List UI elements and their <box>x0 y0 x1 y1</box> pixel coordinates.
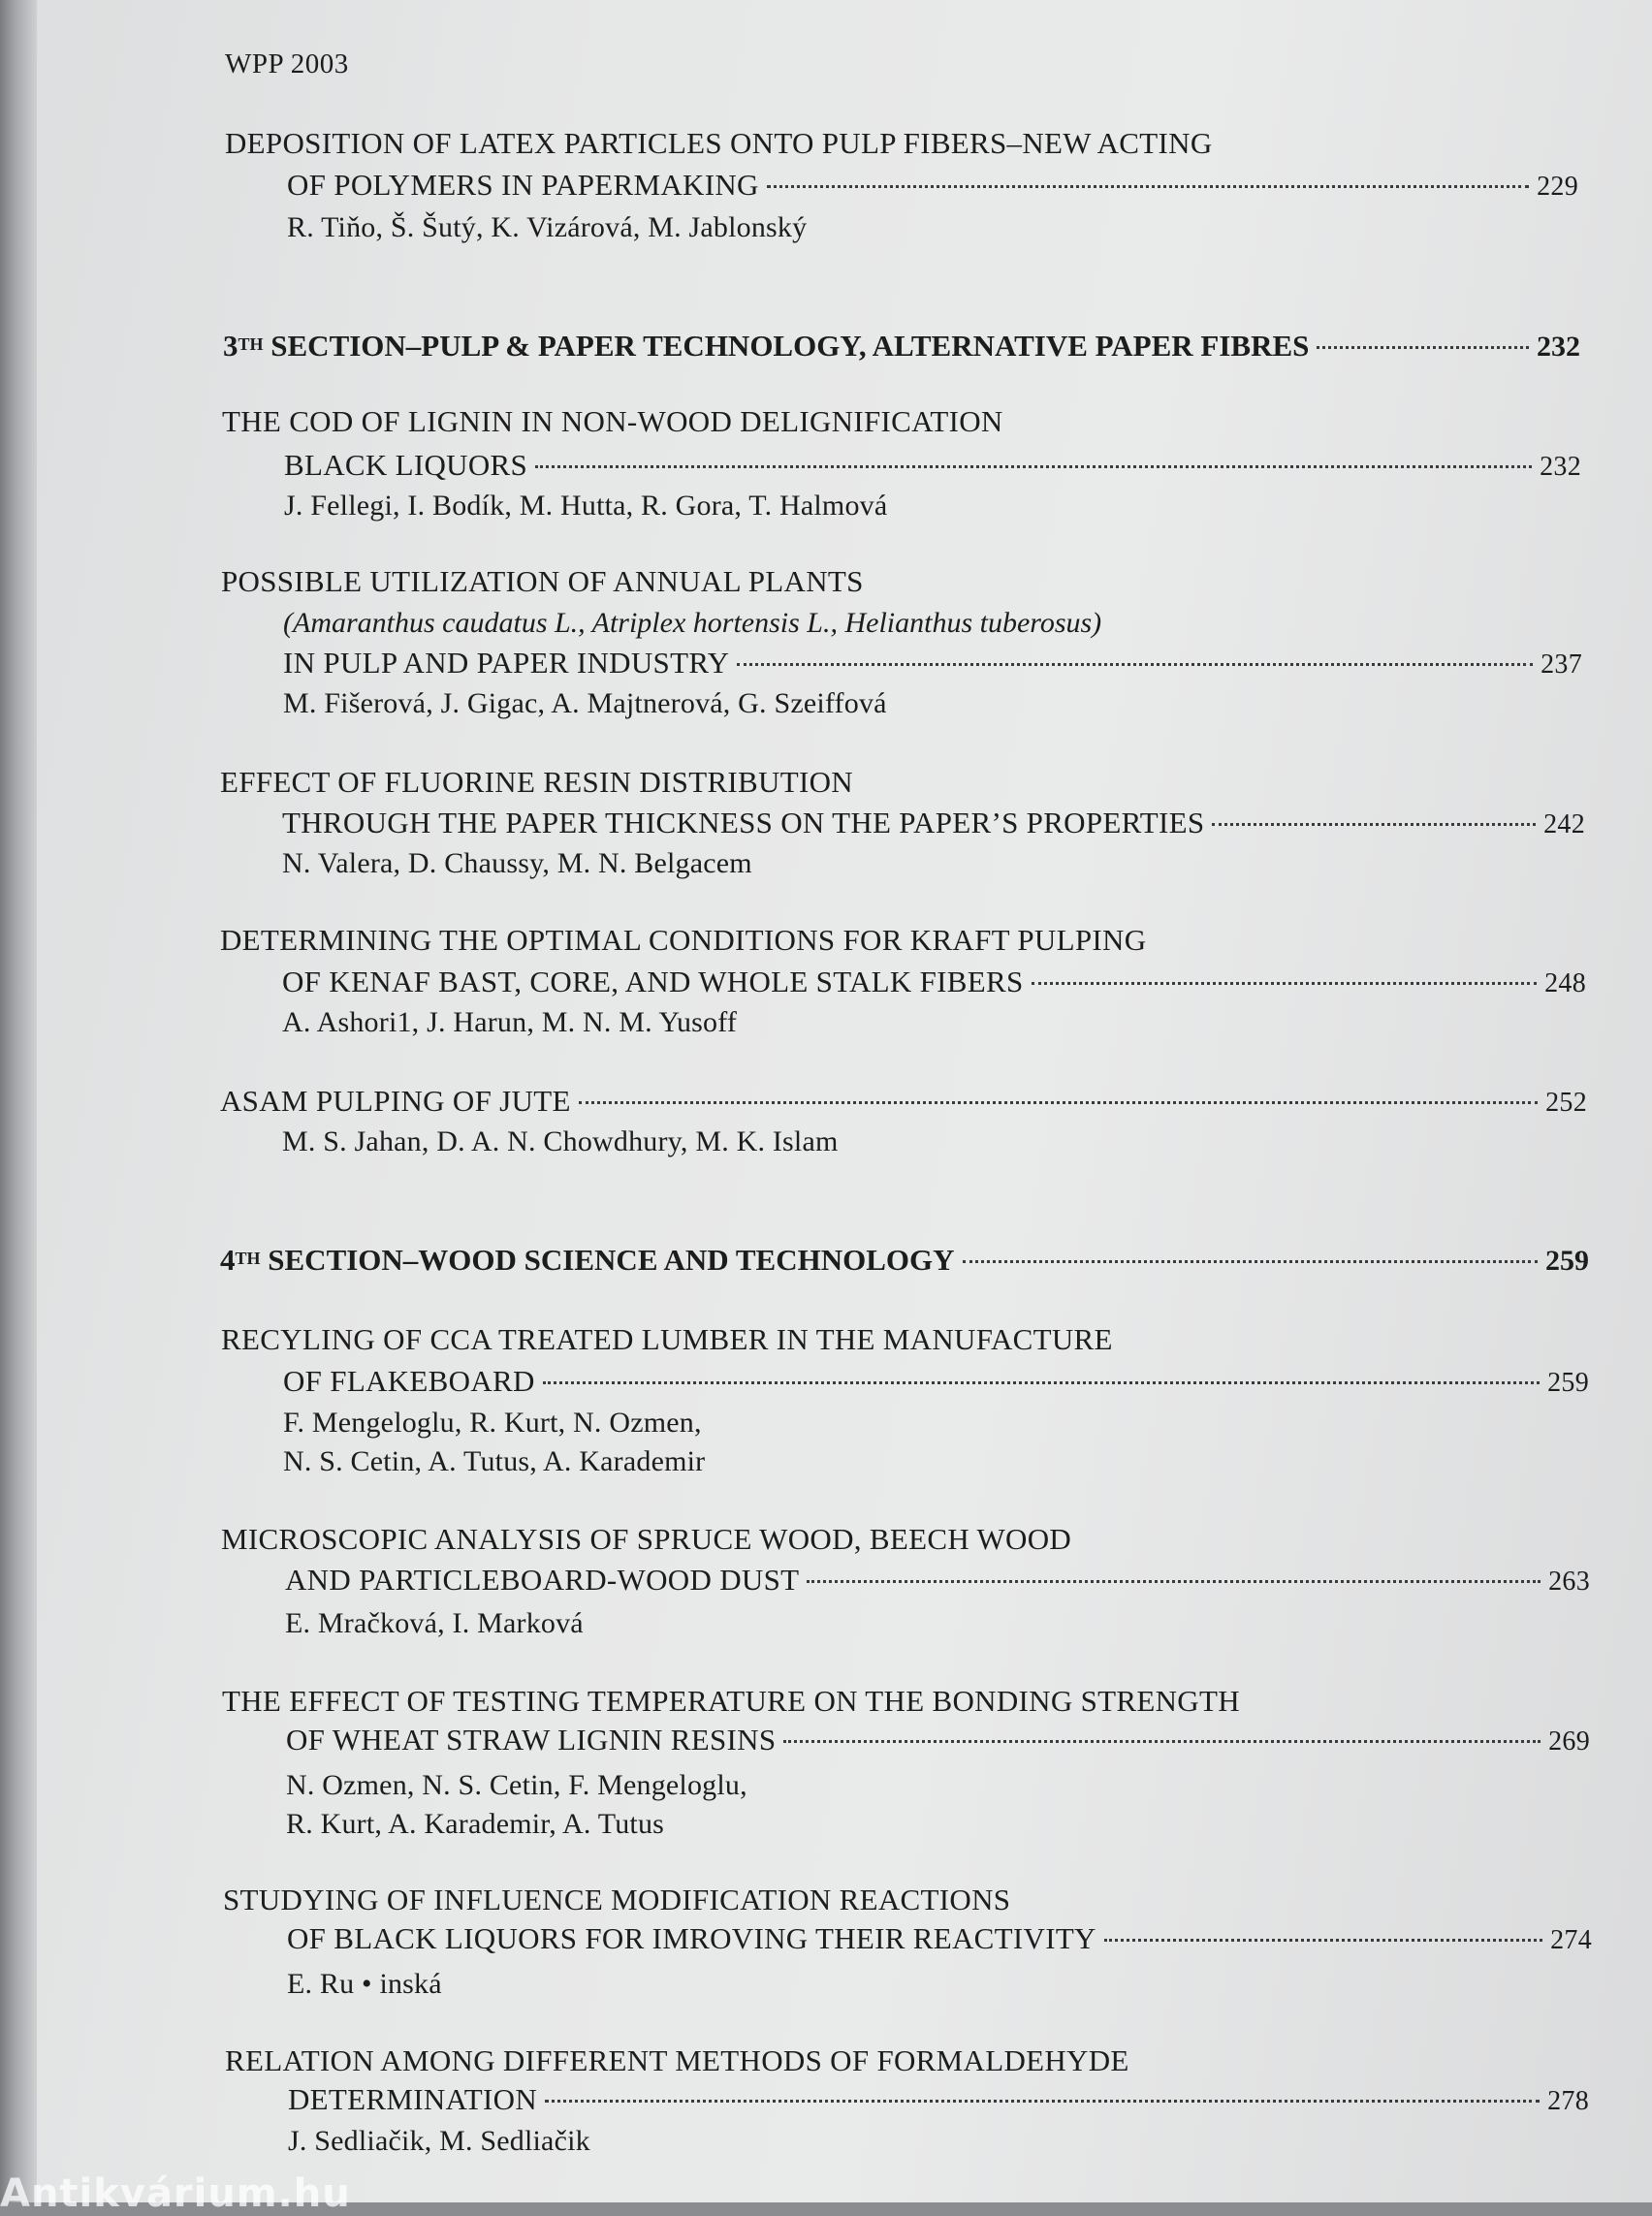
page-number: 232 <box>1537 331 1580 363</box>
entry-title-line2: OF BLACK LIQUORS FOR IMROVING THEIR REACTIVITY <box>287 1921 1096 1955</box>
entry-authors: E. Mračková, I. Marková <box>285 1607 584 1639</box>
page-number: 259 <box>1547 1368 1589 1398</box>
section-heading-row[interactable] <box>220 1241 1589 1281</box>
entry-title-species: (Amaranthus caudatus L., Atriplex hortensis L., Helianthus tuberosus) <box>283 607 1102 639</box>
toc-entry-row[interactable] <box>287 1919 1592 1960</box>
entry-title-line1: DETERMINING THE OPTIMAL CONDITIONS FOR KRAFT PULPING <box>220 923 1147 957</box>
entry-title-line2: THROUGH THE PAPER THICKNESS ON THE PAPER’S PROPERTIES <box>282 806 1205 839</box>
dot-leader <box>535 465 1532 468</box>
entry-title-line2: BLACK LIQUORS <box>284 448 528 482</box>
toc-entry-row[interactable] <box>285 1561 1590 1601</box>
entry-title-line2: OF FLAKEBOARD <box>283 1364 535 1398</box>
entry-title-line2: IN PULP AND PAPER INDUSTRY <box>283 646 730 680</box>
entry-title: ASAM PULPING OF JUTE <box>220 1084 571 1118</box>
entry-title-line1: POSSIBLE UTILIZATION OF ANNUAL PLANTS <box>221 564 864 598</box>
entry-authors: J. Fellegi, I. Bodík, M. Hutta, R. Gora, T. Halmová <box>284 490 888 522</box>
entry-title-line2: OF WHEAT STRAW LIGNIN RESINS <box>286 1723 777 1757</box>
dot-leader <box>1032 982 1538 985</box>
section-heading: 4TH SECTION–WOOD SCIENCE AND TECHNOLOGY <box>220 1243 955 1277</box>
page-number: 229 <box>1537 172 1578 202</box>
entry-authors: A. Ashori1, J. Harun, M. N. M. Yusoff <box>282 1006 738 1038</box>
entry-authors: J. Sedliačik, M. Sedliačik <box>288 2125 590 2157</box>
section-heading: 3TH SECTION–PULP & PAPER TECHNOLOGY, ALTERNATIVE PAPER FIBRES <box>223 329 1310 363</box>
toc-entry-row[interactable] <box>283 1362 1589 1403</box>
page-number: 248 <box>1544 968 1586 998</box>
toc-entry-row[interactable] <box>283 644 1582 684</box>
entry-title-line1: RECYLING OF CCA TREATED LUMBER IN THE MANUFACTURE <box>221 1322 1113 1356</box>
entry-authors: N. Ozmen, N. S. Cetin, F. Mengeloglu, <box>286 1769 747 1801</box>
entry-title-line1: STUDYING OF INFLUENCE MODIFICATION REACTIONS <box>223 1883 1011 1916</box>
page-number: 237 <box>1541 649 1582 680</box>
page-number: 278 <box>1547 2086 1589 2116</box>
entry-authors: F. Mengeloglu, R. Kurt, N. Ozmen, <box>283 1407 702 1439</box>
entry-title-line1: EFFECT OF FLUORINE RESIN DISTRIBUTION <box>220 765 853 799</box>
toc-entry-row[interactable] <box>288 2080 1589 2121</box>
toc-entry-row[interactable] <box>282 804 1585 844</box>
entry-authors: N. S. Cetin, A. Tutus, A. Karademir <box>283 1445 706 1477</box>
entry-title-line2: OF KENAF BAST, CORE, AND WHOLE STALK FIBERS <box>282 965 1024 998</box>
dot-leader <box>963 1260 1538 1263</box>
entry-title-line2: OF POLYMERS IN PAPERMAKING <box>287 168 759 202</box>
toc-entry-row[interactable] <box>284 446 1581 487</box>
toc-entry-row[interactable] <box>287 166 1578 206</box>
entry-authors: M. Fišerová, J. Gigac, A. Majtnerová, G. Szeiffová <box>283 687 887 719</box>
entry-title-line1: RELATION AMONG DIFFERENT METHODS OF FORMALDEHYDE <box>225 2043 1129 2077</box>
dot-leader <box>807 1580 1541 1583</box>
dot-leader <box>543 1381 1540 1384</box>
dot-leader <box>1104 1939 1542 1942</box>
page-number: 242 <box>1543 809 1585 839</box>
page-number: 252 <box>1545 1088 1587 1118</box>
toc-entry-row[interactable] <box>220 1082 1587 1123</box>
dot-leader <box>737 663 1533 666</box>
dot-leader <box>1212 823 1536 826</box>
entry-authors: E. Ru • inská <box>287 1968 442 2000</box>
page-number: 263 <box>1548 1567 1590 1597</box>
toc-entry-row[interactable] <box>286 1721 1590 1761</box>
page-number: 269 <box>1548 1726 1590 1757</box>
entry-title-line1: DEPOSITION OF LATEX PARTICLES ONTO PULP FIBERS–NEW ACTING <box>225 126 1213 160</box>
dot-leader <box>545 2100 1540 2103</box>
watermark: Antikvárium.hu <box>0 2171 351 2216</box>
entry-title-line2: AND PARTICLEBOARD-WOOD DUST <box>285 1563 800 1597</box>
page-number: 259 <box>1545 1245 1589 1277</box>
toc-entry-row[interactable] <box>282 963 1586 1003</box>
entry-title-line2: DETERMINATION <box>288 2082 538 2116</box>
entry-authors: N. Valera, D. Chaussy, M. N. Belgacem <box>282 847 752 879</box>
page-number: 274 <box>1550 1925 1592 1955</box>
dot-leader <box>1317 346 1529 349</box>
running-header: WPP 2003 <box>225 48 349 79</box>
entry-title-line1: THE EFFECT OF TESTING TEMPERATURE ON THE BONDING STRENGTH <box>222 1684 1240 1718</box>
entry-authors: R. Tiňo, Š. Šutý, K. Vizárová, M. Jablonský <box>287 211 808 243</box>
dot-leader <box>579 1101 1538 1104</box>
entry-authors: R. Kurt, A. Karademir, A. Tutus <box>286 1808 665 1840</box>
section-heading-row[interactable] <box>223 327 1580 366</box>
entry-title-line1: MICROSCOPIC ANALYSIS OF SPRUCE WOOD, BEECH WOOD <box>221 1522 1072 1556</box>
dot-leader <box>783 1740 1541 1743</box>
entry-title-line1: THE COD OF LIGNIN IN NON-WOOD DELIGNIFICATION <box>222 404 1003 438</box>
page-number: 232 <box>1540 452 1581 482</box>
page-binding-shadow <box>0 0 37 2202</box>
entry-authors: M. S. Jahan, D. A. N. Chowdhury, M. K. Islam <box>282 1125 839 1157</box>
dot-leader <box>767 185 1529 188</box>
